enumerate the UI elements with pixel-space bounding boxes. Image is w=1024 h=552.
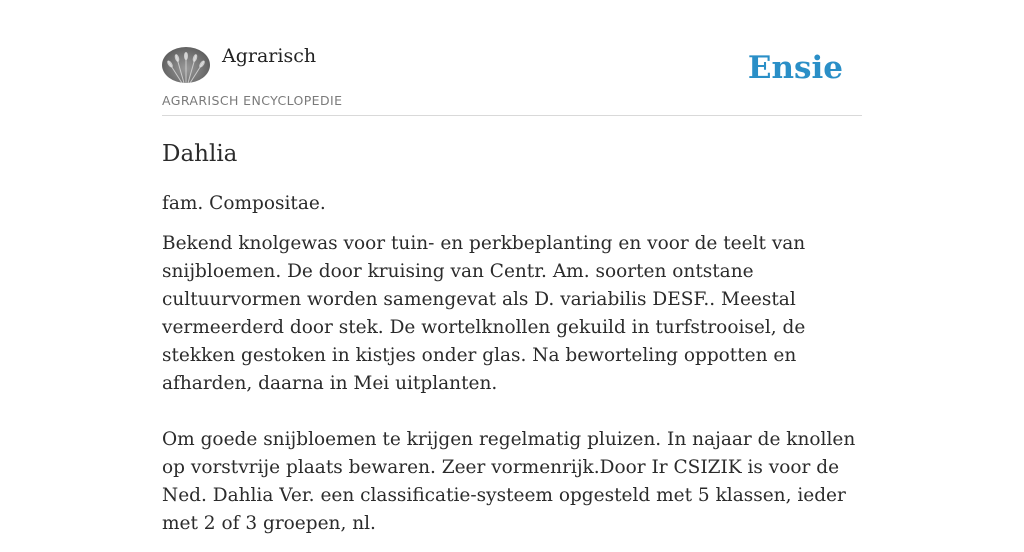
- article-title: Dahlia: [162, 141, 238, 167]
- source-name[interactable]: Agrarisch: [222, 45, 317, 67]
- article-family: fam. Compositae.: [162, 193, 326, 214]
- brand-logo[interactable]: Ensie: [747, 50, 843, 86]
- article-paragraph-1: Bekend knolgewas voor tuin- en perkbeplanting en voor de teelt van snijbloemen. De door kruising van Centr. Am. soorten ontstane cultuurvormen worden samengevat als D. variabilis DESF.. Meestal vermeerderd door stek. De wortelknollen gekuild in turfstrooisel, de stekken gestoken in kistjes onder glas. Na beworteling oppotten en afharden, daarna in Mei uitplanten.: [162, 233, 806, 394]
- wheat-logo-icon[interactable]: [162, 47, 210, 83]
- source-subtitle: AGRARISCH ENCYCLOPEDIE: [162, 93, 343, 108]
- article-paragraph-2: Om goede snijbloemen te krijgen regelmatig pluizen. In najaar de knollen op vorstvrije plaats bewaren. Zeer vormenrijk.Door Ir CSIZIK is voor de Ned. Dahlia Ver. een classificatie-systeem opgesteld met 5 klassen, ieder met 2 of 3 groepen, nl.: [162, 429, 856, 534]
- header: [162, 0, 862, 116]
- article: [162, 138, 862, 552]
